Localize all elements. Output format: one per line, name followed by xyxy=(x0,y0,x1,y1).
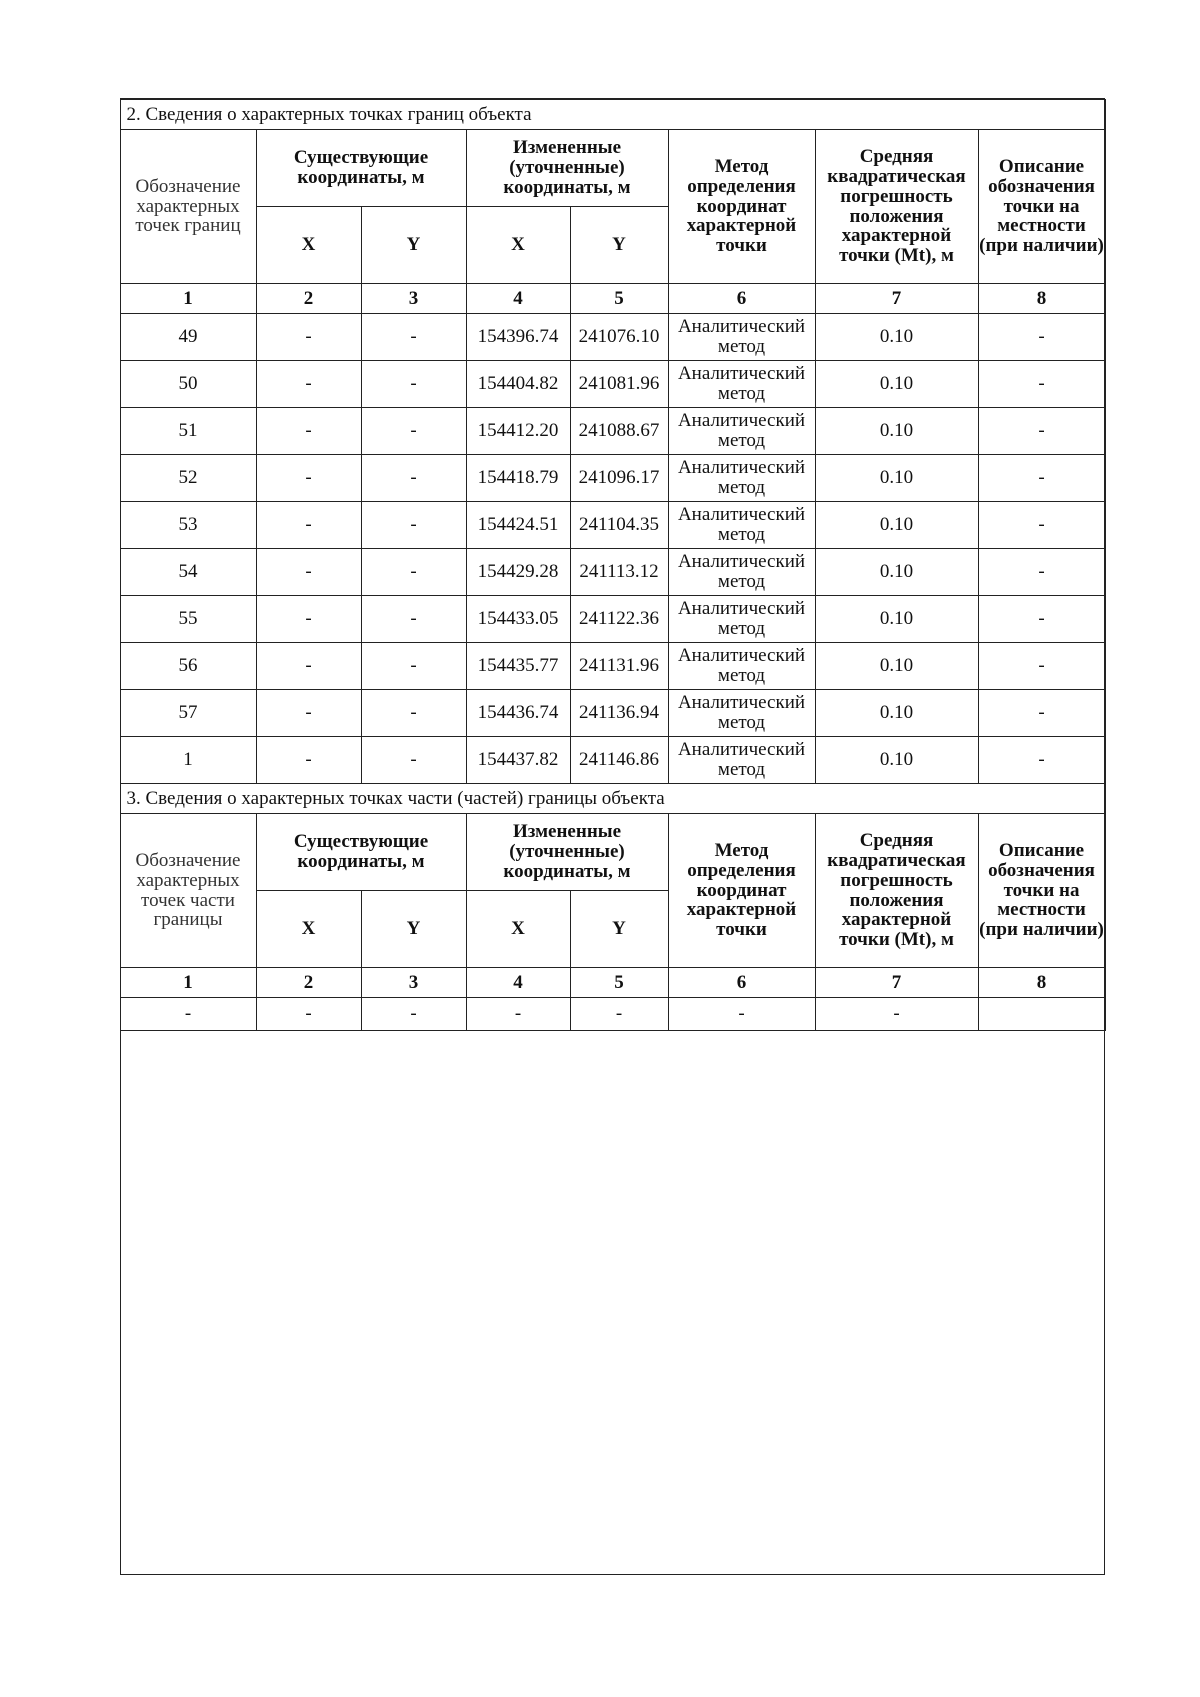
section-title: 3. Сведения о характерных точках части (частей) границы объекта xyxy=(120,784,1105,814)
changed-x: 154435.77 xyxy=(466,643,570,690)
point-description: - xyxy=(978,643,1105,690)
header-x-existing: X xyxy=(256,891,361,968)
changed-y: 241088.67 xyxy=(570,408,668,455)
changed-y: 241104.35 xyxy=(570,502,668,549)
header-designation: Обозначение характерных точек границ xyxy=(120,130,256,284)
changed-x: 154404.82 xyxy=(466,361,570,408)
header-existing-coords: Существующие координаты, м xyxy=(256,130,466,207)
column-number: 5 xyxy=(570,284,668,314)
section-title-row xyxy=(120,784,1105,814)
method: Аналитический метод xyxy=(668,737,815,784)
mt-error: 0.10 xyxy=(815,408,978,455)
header-error: Средняя квадратическая погрешность положения характерной точки (Mt), м xyxy=(815,130,978,284)
point-description: - xyxy=(978,690,1105,737)
document-frame xyxy=(120,98,1105,1575)
header-y-changed: Y xyxy=(570,891,668,968)
point-description: - xyxy=(978,502,1105,549)
changed-x: 154396.74 xyxy=(466,314,570,361)
table-row xyxy=(120,643,1105,690)
table-row xyxy=(120,314,1105,361)
header-method: Метод определения координат характерной точки xyxy=(668,130,815,284)
empty-cell: - xyxy=(361,998,466,1031)
point-designation: 50 xyxy=(120,361,256,408)
point-designation: 53 xyxy=(120,502,256,549)
mt-error: 0.10 xyxy=(815,455,978,502)
table-row xyxy=(120,455,1105,502)
mt-error: 0.10 xyxy=(815,502,978,549)
existing-y: - xyxy=(361,690,466,737)
header-error: Средняя квадратическая погрешность положения характерной точки (Mt), м xyxy=(815,814,978,968)
method: Аналитический метод xyxy=(668,455,815,502)
table-row xyxy=(120,690,1105,737)
empty-cell xyxy=(978,998,1105,1031)
empty-cell: - xyxy=(466,998,570,1031)
column-number-row xyxy=(120,284,1105,314)
column-number: 2 xyxy=(256,968,361,998)
existing-x: - xyxy=(256,643,361,690)
column-number: 3 xyxy=(361,284,466,314)
column-number: 7 xyxy=(815,284,978,314)
existing-x: - xyxy=(256,455,361,502)
existing-x: - xyxy=(256,549,361,596)
point-designation: 54 xyxy=(120,549,256,596)
mt-error: 0.10 xyxy=(815,314,978,361)
section-title-row xyxy=(120,100,1105,130)
method: Аналитический метод xyxy=(668,643,815,690)
table-row xyxy=(120,502,1105,549)
header-x-changed: X xyxy=(466,207,570,284)
column-number: 5 xyxy=(570,968,668,998)
boundary-points-table xyxy=(120,99,1106,1031)
header-x-changed: X xyxy=(466,891,570,968)
changed-x: 154436.74 xyxy=(466,690,570,737)
mt-error: 0.10 xyxy=(815,596,978,643)
existing-x: - xyxy=(256,596,361,643)
column-number: 6 xyxy=(668,284,815,314)
header-y-existing: Y xyxy=(361,891,466,968)
column-number: 3 xyxy=(361,968,466,998)
column-number-row xyxy=(120,968,1105,998)
header-description: Описание обозначения точки на местности (при наличии) xyxy=(978,130,1105,284)
existing-y: - xyxy=(361,643,466,690)
method: Аналитический метод xyxy=(668,408,815,455)
changed-y: 241146.86 xyxy=(570,737,668,784)
changed-y: 241136.94 xyxy=(570,690,668,737)
method: Аналитический метод xyxy=(668,596,815,643)
changed-x: 154424.51 xyxy=(466,502,570,549)
empty-cell: - xyxy=(120,998,256,1031)
point-description: - xyxy=(978,408,1105,455)
existing-y: - xyxy=(361,314,466,361)
changed-x: 154429.28 xyxy=(466,549,570,596)
point-designation: 52 xyxy=(120,455,256,502)
header-changed-coords: Измененные (уточненные) координаты, м xyxy=(466,814,668,891)
column-number: 8 xyxy=(978,284,1105,314)
existing-y: - xyxy=(361,737,466,784)
changed-y: 241122.36 xyxy=(570,596,668,643)
mt-error: 0.10 xyxy=(815,549,978,596)
method: Аналитический метод xyxy=(668,502,815,549)
changed-y: 241131.96 xyxy=(570,643,668,690)
existing-x: - xyxy=(256,361,361,408)
existing-y: - xyxy=(361,549,466,596)
point-designation: 51 xyxy=(120,408,256,455)
method: Аналитический метод xyxy=(668,361,815,408)
column-number: 7 xyxy=(815,968,978,998)
changed-x: 154412.20 xyxy=(466,408,570,455)
table-row xyxy=(120,408,1105,455)
column-number: 8 xyxy=(978,968,1105,998)
header-changed-coords: Измененные (уточненные) координаты, м xyxy=(466,130,668,207)
column-number: 1 xyxy=(120,284,256,314)
header-x-existing: X xyxy=(256,207,361,284)
mt-error: 0.10 xyxy=(815,361,978,408)
table-row xyxy=(120,596,1105,643)
column-number: 4 xyxy=(466,284,570,314)
point-designation: 1 xyxy=(120,737,256,784)
method: Аналитический метод xyxy=(668,690,815,737)
existing-x: - xyxy=(256,314,361,361)
table-row xyxy=(120,549,1105,596)
existing-x: - xyxy=(256,408,361,455)
changed-y: 241113.12 xyxy=(570,549,668,596)
existing-x: - xyxy=(256,737,361,784)
table-row xyxy=(120,361,1105,408)
method: Аналитический метод xyxy=(668,549,815,596)
column-number: 6 xyxy=(668,968,815,998)
point-description: - xyxy=(978,361,1105,408)
header-row xyxy=(120,130,1105,207)
table-row xyxy=(120,998,1105,1031)
existing-y: - xyxy=(361,502,466,549)
table-row xyxy=(120,737,1105,784)
existing-x: - xyxy=(256,690,361,737)
existing-y: - xyxy=(361,596,466,643)
changed-y: 241076.10 xyxy=(570,314,668,361)
header-method: Метод определения координат характерной точки xyxy=(668,814,815,968)
section-title: 2. Сведения о характерных точках границ объекта xyxy=(120,100,1105,130)
point-designation: 56 xyxy=(120,643,256,690)
header-designation: Обозначение характерных точек части границы xyxy=(120,814,256,968)
changed-y: 241096.17 xyxy=(570,455,668,502)
header-row xyxy=(120,814,1105,891)
changed-x: 154418.79 xyxy=(466,455,570,502)
empty-cell: - xyxy=(815,998,978,1031)
existing-y: - xyxy=(361,361,466,408)
changed-x: 154433.05 xyxy=(466,596,570,643)
changed-x: 154437.82 xyxy=(466,737,570,784)
method: Аналитический метод xyxy=(668,314,815,361)
point-description: - xyxy=(978,455,1105,502)
existing-x: - xyxy=(256,502,361,549)
point-description: - xyxy=(978,596,1105,643)
point-description: - xyxy=(978,549,1105,596)
changed-y: 241081.96 xyxy=(570,361,668,408)
point-designation: 49 xyxy=(120,314,256,361)
header-y-existing: Y xyxy=(361,207,466,284)
mt-error: 0.10 xyxy=(815,737,978,784)
existing-y: - xyxy=(361,455,466,502)
existing-y: - xyxy=(361,408,466,455)
mt-error: 0.10 xyxy=(815,643,978,690)
point-description: - xyxy=(978,314,1105,361)
column-number: 4 xyxy=(466,968,570,998)
header-existing-coords: Существующие координаты, м xyxy=(256,814,466,891)
point-description: - xyxy=(978,737,1105,784)
mt-error: 0.10 xyxy=(815,690,978,737)
header-y-changed: Y xyxy=(570,207,668,284)
point-designation: 55 xyxy=(120,596,256,643)
header-description: Описание обозначения точки на местности (при наличии) xyxy=(978,814,1105,968)
column-number: 2 xyxy=(256,284,361,314)
column-number: 1 xyxy=(120,968,256,998)
empty-cell: - xyxy=(570,998,668,1031)
empty-cell: - xyxy=(256,998,361,1031)
empty-cell: - xyxy=(668,998,815,1031)
point-designation: 57 xyxy=(120,690,256,737)
